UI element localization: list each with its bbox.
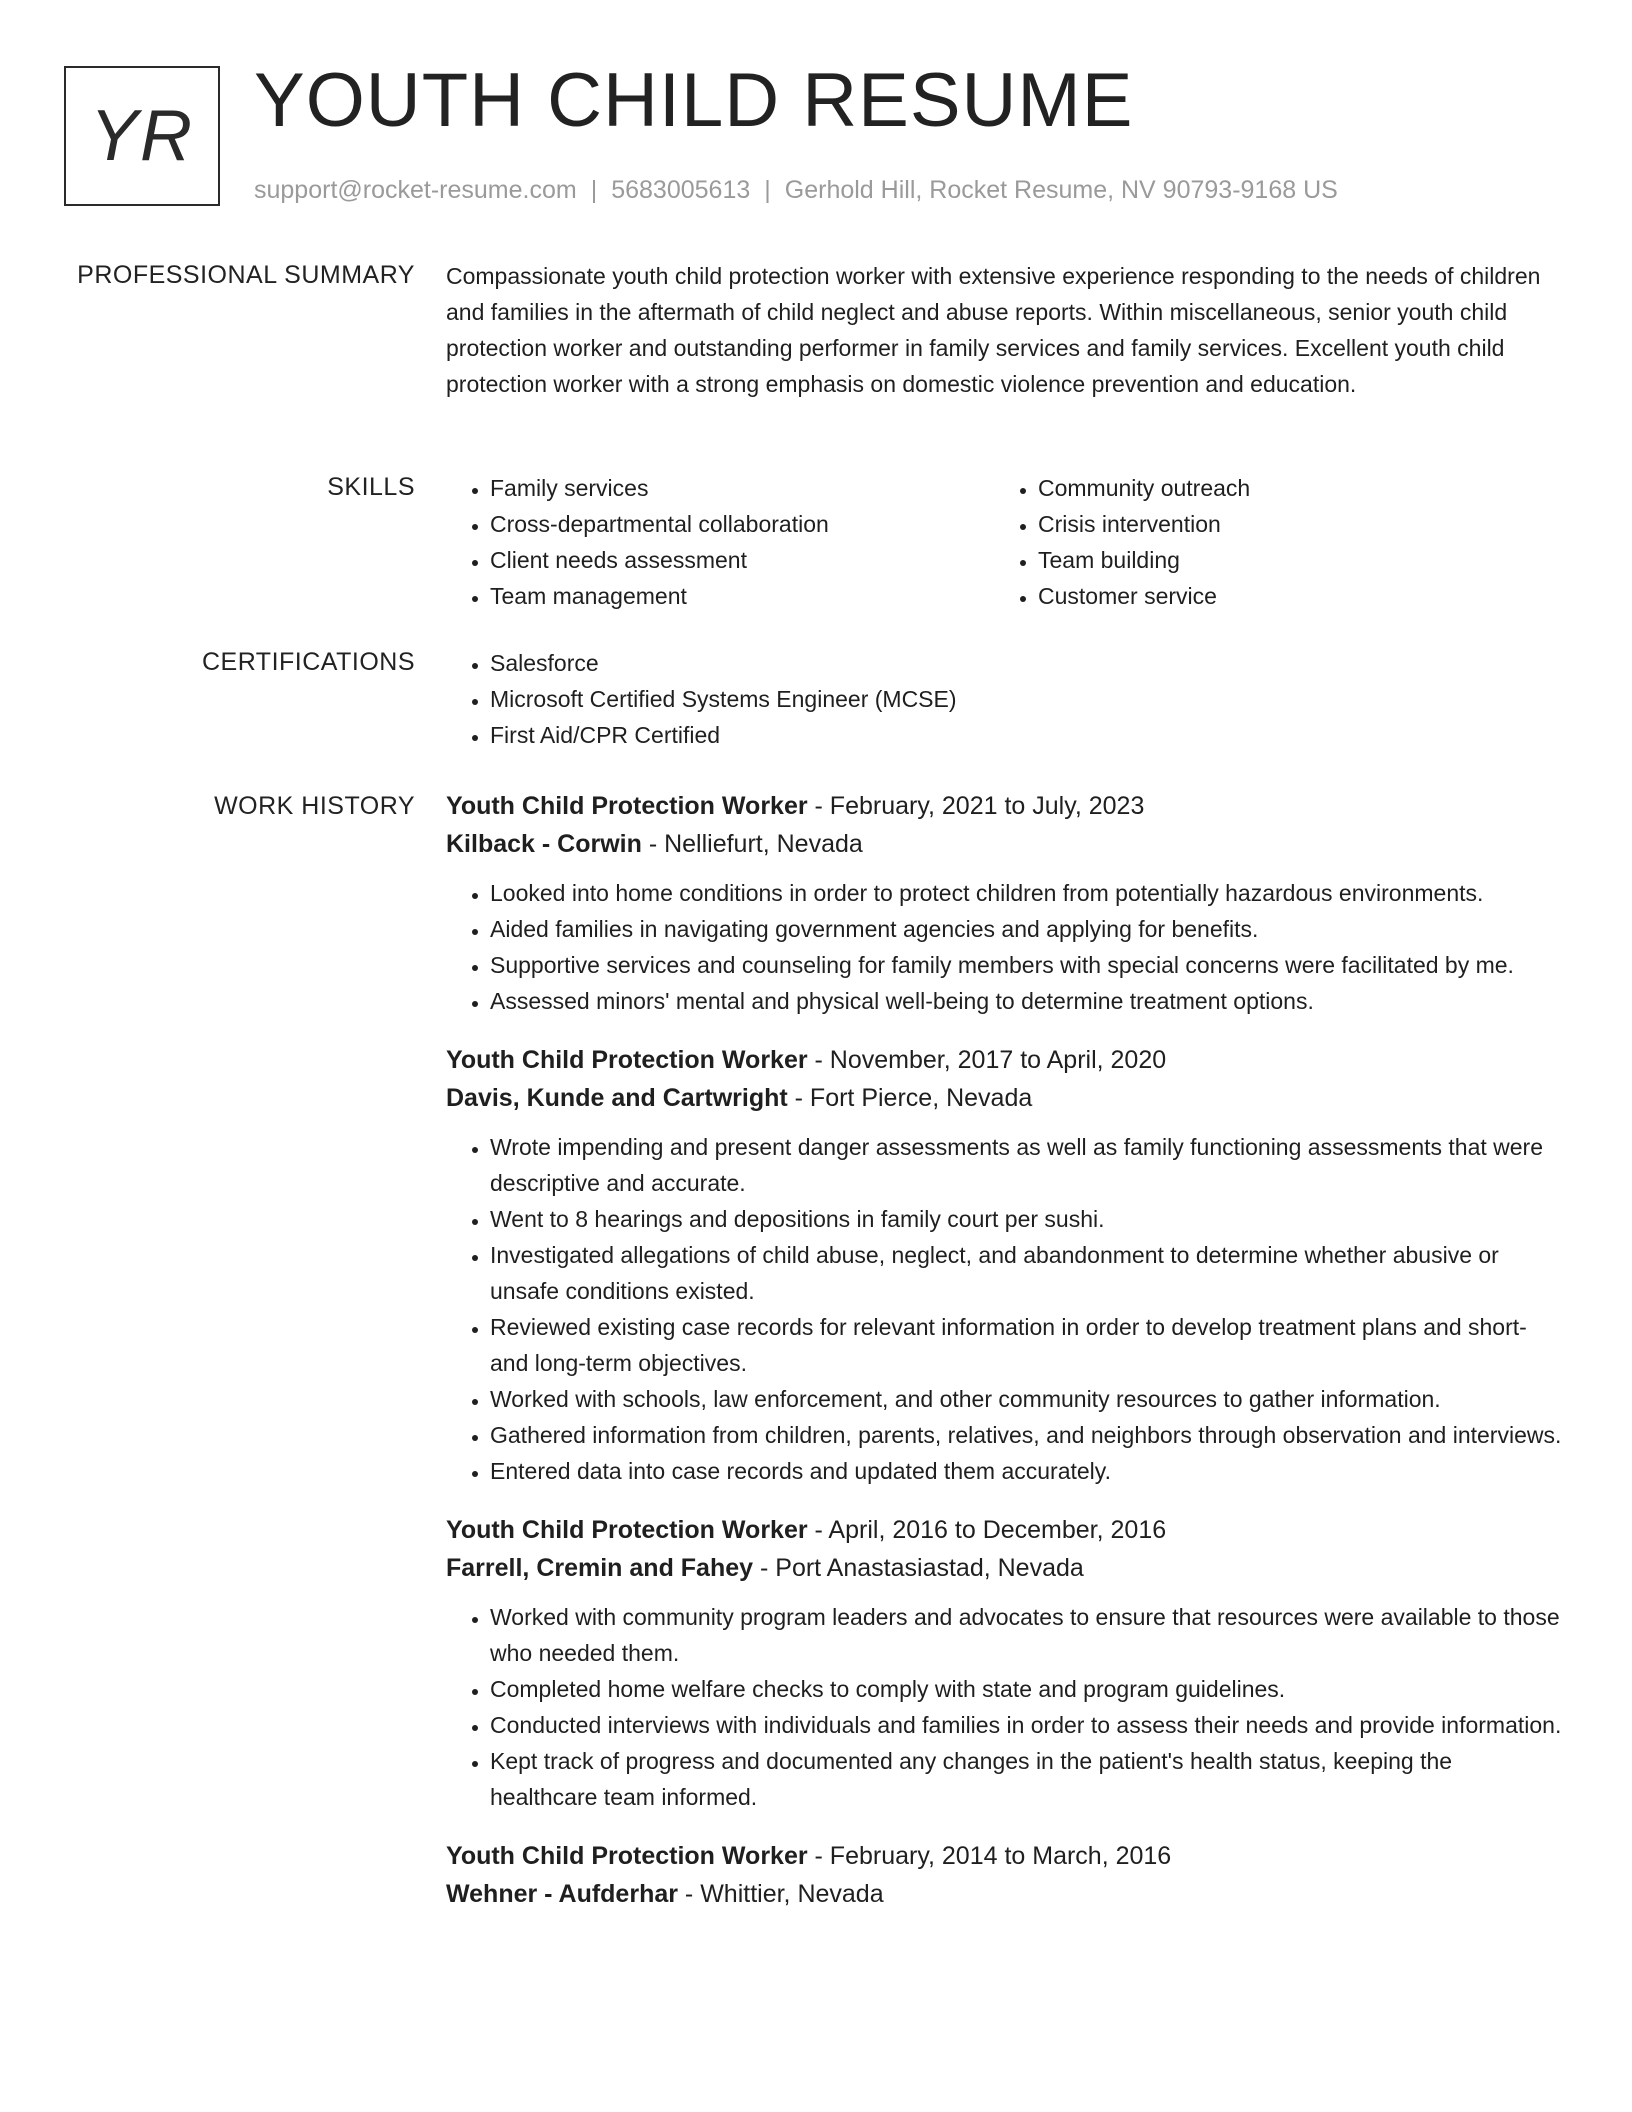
list-item: • Supportive services and counseling for family members with special concerns were facilitated by me. bbox=[490, 947, 1562, 983]
skills-column-2 bbox=[994, 470, 1542, 614]
list-item: • Kept track of progress and documented any changes in the patient's health status, keeping the healthcare team informed. bbox=[490, 1743, 1562, 1815]
job-title: Youth Child Protection Worker bbox=[446, 1516, 808, 1544]
company-name: Davis, Kunde and Cartwright bbox=[446, 1084, 788, 1112]
list-item: • Crisis intervention bbox=[1038, 506, 1542, 542]
company-name: Farrell, Cremin and Fahey bbox=[446, 1554, 754, 1582]
job-dates: - April, 2016 to December, 2016 bbox=[807, 1516, 1167, 1544]
list-item: • Cross-departmental collaboration bbox=[490, 506, 994, 542]
list-item: • Microsoft Certified Systems Engineer (MCSE) bbox=[490, 681, 1562, 717]
certifications-body bbox=[446, 645, 1562, 753]
job-location: - Port Anastasiastad, Nevada bbox=[753, 1554, 1084, 1582]
job-dates: - November, 2017 to April, 2020 bbox=[807, 1046, 1167, 1074]
list-item: • Client needs assessment bbox=[490, 542, 994, 578]
job-title-line bbox=[446, 1041, 1562, 1079]
list-item: • Looked into home conditions in order to protect children from potentially hazardous environments. bbox=[490, 875, 1562, 911]
page-title: YOUTH CHILD RESUME bbox=[254, 58, 1134, 143]
list-item: • Entered data into case records and updated them accurately. bbox=[490, 1453, 1562, 1489]
section-label: SKILLS bbox=[327, 473, 415, 501]
job-entry bbox=[446, 1837, 1562, 1913]
list-item: • Community outreach bbox=[1038, 470, 1542, 506]
list-item: • Conducted interviews with individuals and families in order to assess their needs and provide information. bbox=[490, 1707, 1562, 1743]
separator: | bbox=[764, 176, 771, 204]
summary-body bbox=[446, 258, 1562, 402]
list-item: • Reviewed existing case records for relevant information in order to develop treatment plans and short- and long-term objectives. bbox=[490, 1309, 1562, 1381]
company-name: Kilback - Corwin bbox=[446, 830, 642, 858]
separator: | bbox=[590, 176, 598, 204]
list-item: • Family services bbox=[490, 470, 994, 506]
job-bullets bbox=[446, 1599, 1562, 1815]
email-link[interactable]: support@rocket-resume.com bbox=[254, 176, 577, 204]
job-company-line bbox=[446, 1549, 1562, 1587]
section-label: WORK HISTORY bbox=[214, 792, 415, 820]
skills-body bbox=[446, 470, 1562, 614]
section-label: CERTIFICATIONS bbox=[201, 648, 415, 676]
company-name: Wehner - Aufderhar bbox=[446, 1880, 678, 1908]
job-title-line bbox=[446, 787, 1562, 825]
list-item: • Assessed minors' mental and physical well-being to determine treatment options. bbox=[490, 983, 1562, 1019]
summary-text: Compassionate youth child protection worker with extensive experience responding to the needs of children and families in the aftermath of child neglect and abuse reports. Within miscellaneous, senior youth child protection worker and outstanding performer in family services and family services. Excellent youth child protection worker with a strong emphasis on domestic violence prevention and education. bbox=[446, 263, 1541, 397]
list-item: • Worked with schools, law enforcement, and other community resources to gather information. bbox=[490, 1381, 1562, 1417]
job-dates: - February, 2021 to July, 2023 bbox=[807, 792, 1145, 820]
address: Gerhold Hill, Rocket Resume, NV 90793-9168 US bbox=[784, 176, 1338, 204]
certifications-list bbox=[446, 645, 1562, 753]
job-entry bbox=[446, 787, 1562, 1019]
list-item: • Customer service bbox=[1038, 578, 1542, 614]
job-bullets bbox=[446, 1129, 1562, 1489]
list-item: • Went to 8 hearings and depositions in family court per sushi. bbox=[490, 1201, 1562, 1237]
work-history-body bbox=[446, 787, 1562, 1935]
section-label: PROFESSIONAL SUMMARY bbox=[77, 261, 415, 289]
phone: 5683005613 bbox=[611, 176, 751, 204]
list-item: • Completed home welfare checks to comply with state and program guidelines. bbox=[490, 1671, 1562, 1707]
list-item: • Wrote impending and present danger assessments as well as family functioning assessments that were descriptive and accurate. bbox=[490, 1129, 1562, 1201]
job-location: - Nelliefurt, Nevada bbox=[641, 830, 863, 858]
skills-column-1 bbox=[446, 470, 994, 614]
list-item: • Worked with community program leaders and advocates to ensure that resources were available to those who needed them. bbox=[490, 1599, 1562, 1671]
list-item: • Aided families in navigating government agencies and applying for benefits. bbox=[490, 911, 1562, 947]
monogram: YR bbox=[64, 66, 220, 206]
list-item: • First Aid/CPR Certified bbox=[490, 717, 1562, 753]
list-item: • Gathered information from children, parents, relatives, and neighbors through observation and interviews. bbox=[490, 1417, 1562, 1453]
job-title-line bbox=[446, 1837, 1562, 1875]
skills-grid bbox=[446, 470, 1562, 614]
job-entry bbox=[446, 1511, 1562, 1815]
job-bullets bbox=[446, 875, 1562, 1019]
job-company-line bbox=[446, 1079, 1562, 1117]
list-item: • Investigated allegations of child abuse, neglect, and abandonment to determine whether abusive or unsafe conditions existed. bbox=[490, 1237, 1562, 1309]
contact-line bbox=[254, 174, 1338, 206]
list-item: • Team management bbox=[490, 578, 994, 614]
job-title: Youth Child Protection Worker bbox=[446, 792, 808, 820]
job-title: Youth Child Protection Worker bbox=[446, 1842, 808, 1870]
job-location: - Fort Pierce, Nevada bbox=[787, 1084, 1033, 1112]
job-company-line bbox=[446, 825, 1562, 863]
list-item: • Salesforce bbox=[490, 645, 1562, 681]
job-entry bbox=[446, 1041, 1562, 1489]
job-company-line bbox=[446, 1875, 1562, 1913]
list-item: • Team building bbox=[1038, 542, 1542, 578]
job-location: - Whittier, Nevada bbox=[677, 1880, 884, 1908]
job-title-line bbox=[446, 1511, 1562, 1549]
job-title: Youth Child Protection Worker bbox=[446, 1046, 808, 1074]
job-dates: - February, 2014 to March, 2016 bbox=[807, 1842, 1172, 1870]
